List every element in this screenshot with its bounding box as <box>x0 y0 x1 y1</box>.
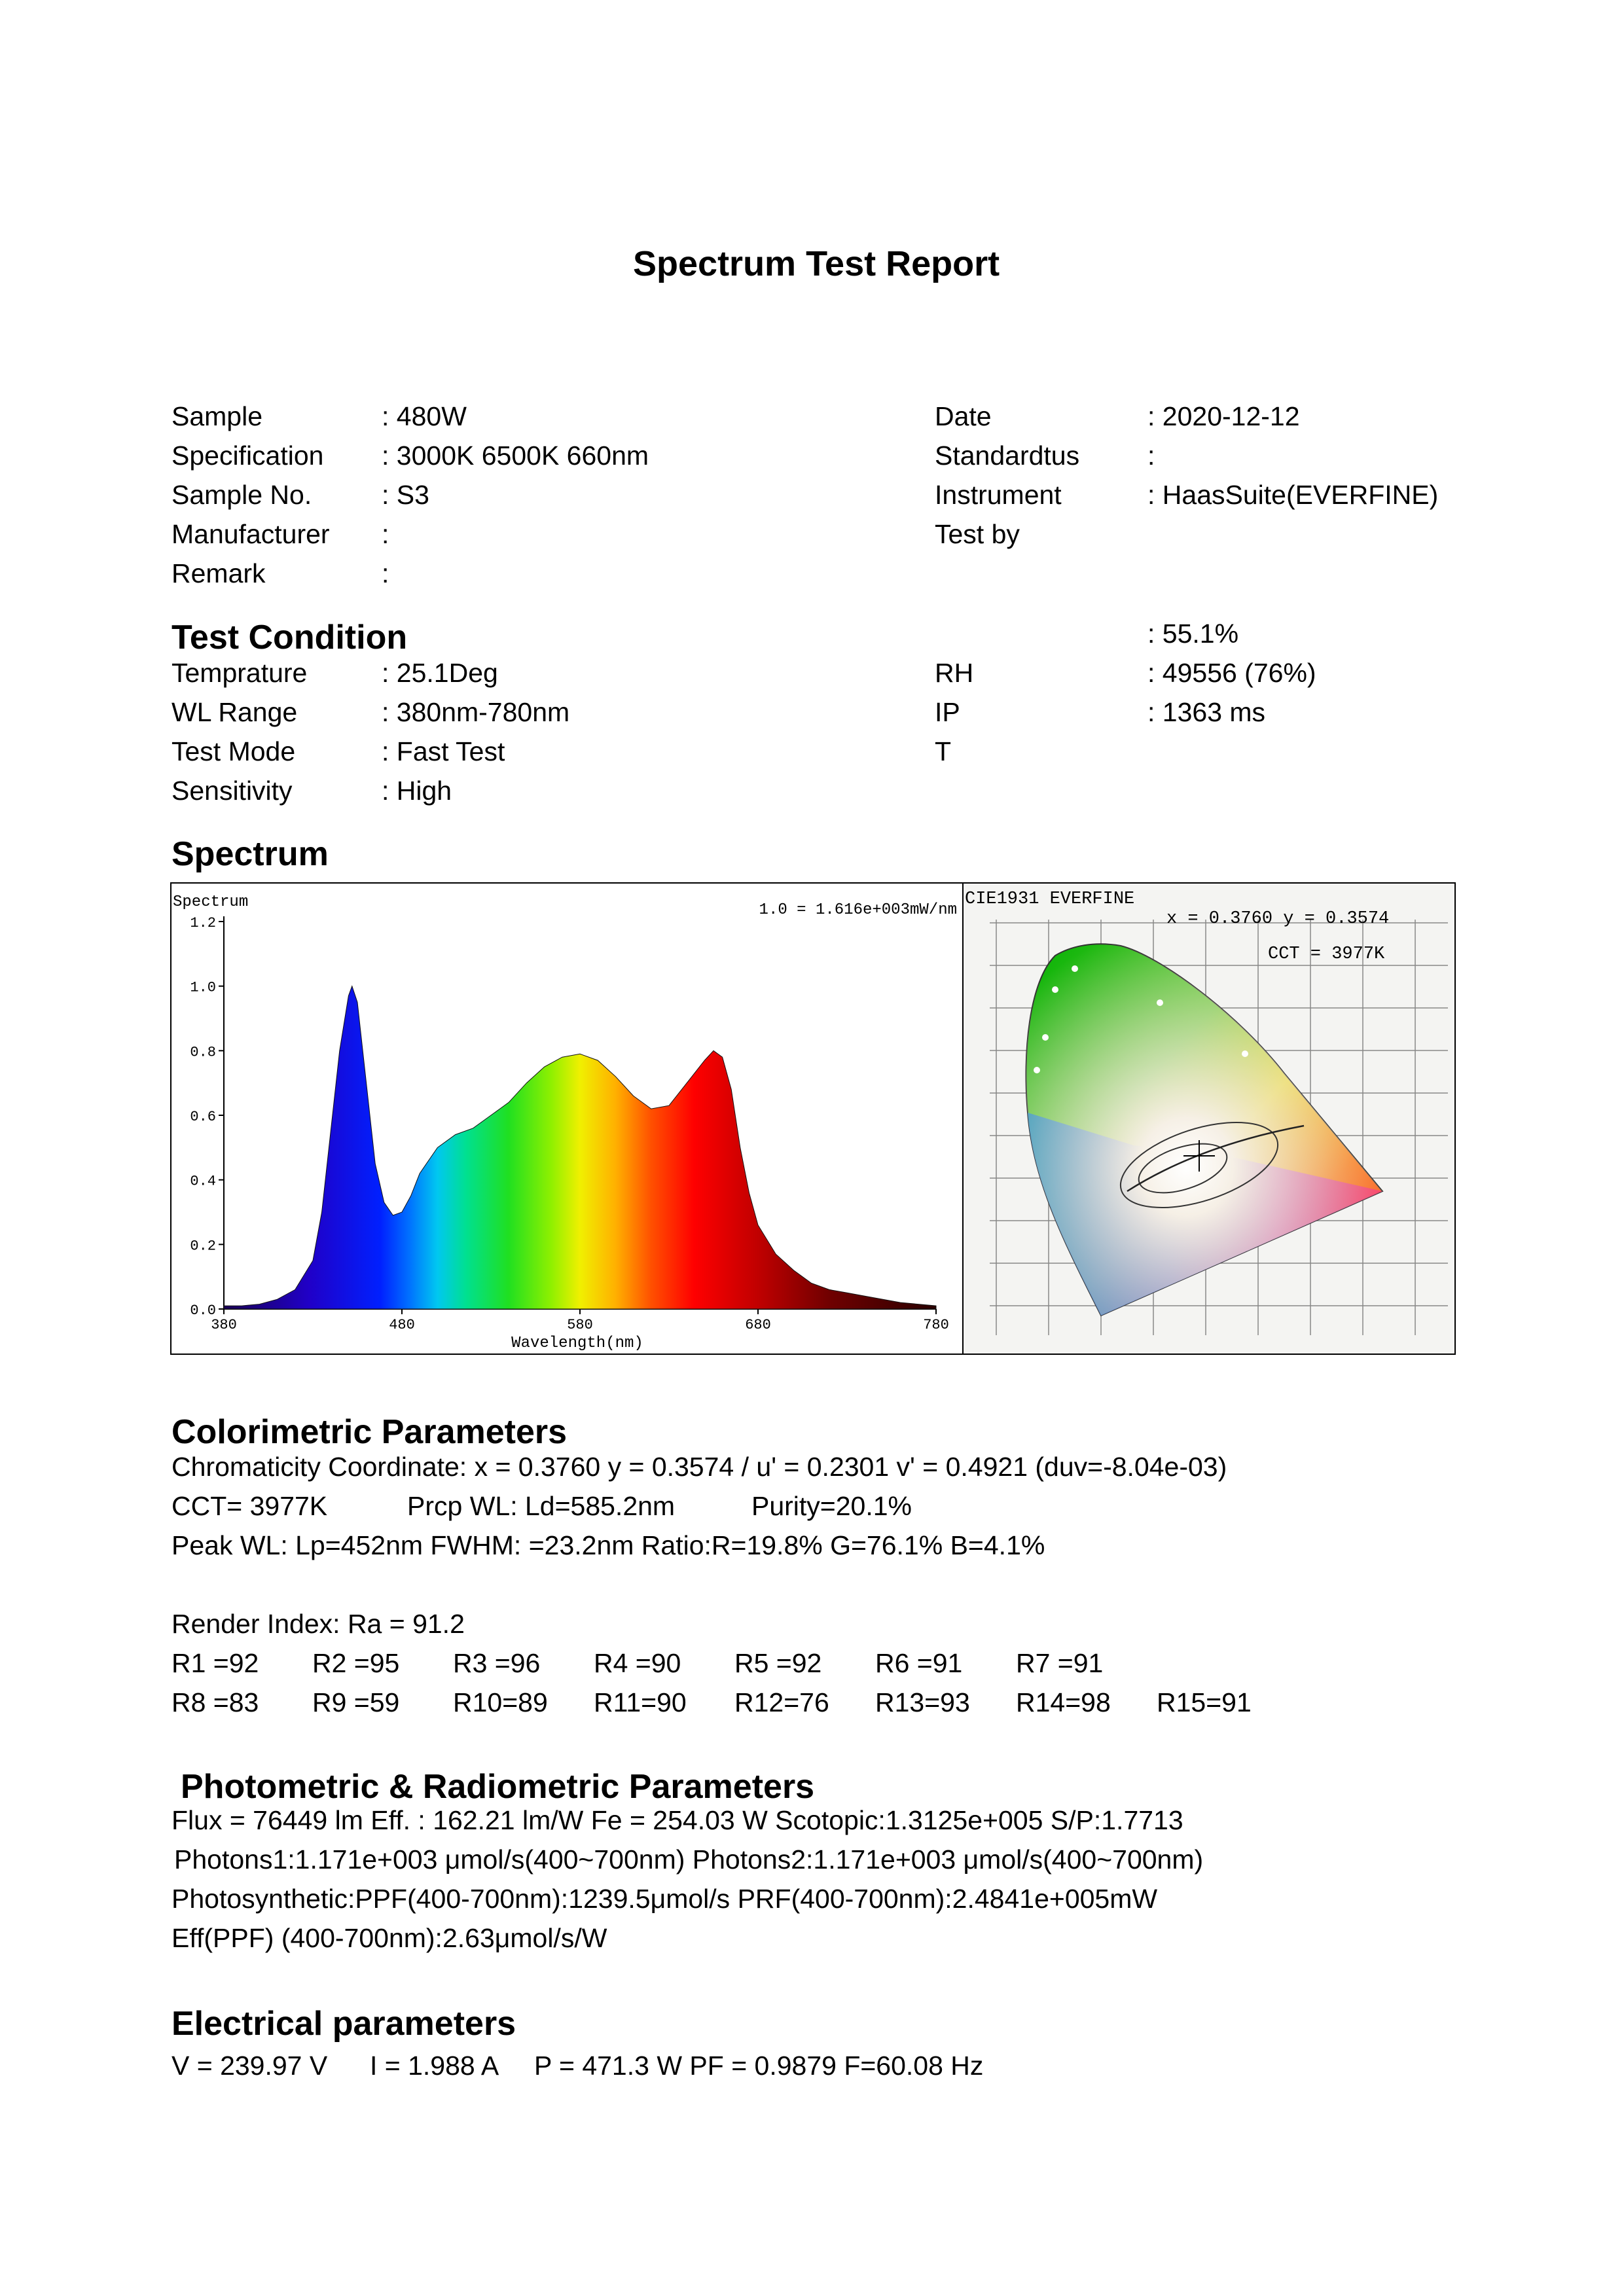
photosynthetic-line: Photosynthetic:PPF(400-700nm):1239.5μmol/s PRF(400-700nm):2.4841e+005mW <box>171 1884 1158 1914</box>
r-value: R4 =90 <box>594 1648 681 1678</box>
peak-wl-line: Peak WL: Lp=452nm FWHM: =23.2nm Ratio:R=19.8% G=76.1% B=4.1% <box>171 1530 1045 1560</box>
value-test-mode: : Fast Test <box>382 736 505 766</box>
value-date: : 2020-12-12 <box>1147 401 1300 431</box>
test-condition-top-value: : 55.1% <box>1147 619 1239 649</box>
r-value: R13=93 <box>875 1687 970 1717</box>
r-value: R14=98 <box>1016 1687 1111 1717</box>
r-value: R15=91 <box>1157 1687 1252 1717</box>
r-value: R8 =83 <box>171 1687 259 1717</box>
label-ip: IP <box>935 697 960 727</box>
label-sensitivity: Sensitivity <box>171 776 293 806</box>
spectrum-heading: Spectrum <box>171 835 329 873</box>
r-value: R3 =96 <box>453 1648 541 1678</box>
r-value: R9 =59 <box>312 1687 400 1717</box>
render-index: Render Index: Ra = 91.2 <box>171 1609 465 1639</box>
spectrum-scale-note: 1.0 = 1.616e+003mW/nm <box>759 901 957 919</box>
value-sample: : 480W <box>382 401 467 431</box>
value-sample-no: : S3 <box>382 480 429 510</box>
spectrum-chart-panel <box>170 882 964 1355</box>
label-instrument: Instrument <box>935 480 1062 510</box>
cie-white-center <box>1026 944 1382 1316</box>
cie-diagram-panel <box>962 882 1456 1355</box>
label-test-mode: Test Mode <box>171 736 296 766</box>
value-ip: : 1363 ms <box>1147 697 1266 727</box>
spectrum-y-tick-label: 0.6 <box>190 1109 216 1125</box>
spectrum-x-tick-label: 680 <box>745 1317 771 1333</box>
spectrum-series-area <box>224 986 936 1309</box>
cie-diagram <box>964 884 1454 1354</box>
cie-title: CIE1931 EVERFINE <box>965 889 1135 909</box>
photometric-heading: Photometric & Radiometric Parameters <box>181 1768 815 1806</box>
cct-value: CCT= 3977K <box>171 1491 328 1521</box>
cie-cct: CCT = 3977K <box>1268 944 1385 964</box>
label-manufacturer: Manufacturer <box>171 519 330 549</box>
r-value: R11=90 <box>594 1687 687 1717</box>
value-standard: : <box>1147 440 1155 471</box>
purity-value: Purity=20.1% <box>751 1491 912 1521</box>
value-sensitivity: : High <box>382 776 452 806</box>
r-value: R6 =91 <box>875 1648 963 1678</box>
power-line: P = 471.3 W PF = 0.9879 F=60.08 Hz <box>534 2051 984 2081</box>
r-value: R2 =95 <box>312 1648 400 1678</box>
value-remark: : <box>382 558 389 588</box>
label-wl-range: WL Range <box>171 697 298 727</box>
prcp-wl-value: Prcp WL: Ld=585.2nm <box>407 1491 676 1521</box>
label-remark: Remark <box>171 558 266 588</box>
label-temperature: Temprature <box>171 658 308 688</box>
electrical-heading: Electrical parameters <box>171 2005 516 2043</box>
value-specification: : 3000K 6500K 660nm <box>382 440 649 471</box>
value-wl-range: : 380nm-780nm <box>382 697 570 727</box>
spectrum-y-tick-label: 1.2 <box>190 915 216 931</box>
spectrum-y-tick-label: 0.2 <box>190 1238 216 1255</box>
current-value: I = 1.988 A <box>370 2051 499 2081</box>
spectrum-x-tick-label: 780 <box>923 1317 949 1333</box>
value-instrument: : HaasSuite(EVERFINE) <box>1147 480 1439 510</box>
label-test-by: Test by <box>935 519 1020 549</box>
spectrum-x-axis-label: Wavelength(nm) <box>511 1335 643 1352</box>
spectrum-y-tick-label: 0.4 <box>190 1173 216 1190</box>
spectrum-y-tick-label: 0.8 <box>190 1044 216 1061</box>
label-rh: RH <box>935 658 974 688</box>
r-value: R10=89 <box>453 1687 548 1717</box>
spectrum-corner-label: Spectrum <box>173 893 249 911</box>
label-sample-no: Sample No. <box>171 480 312 510</box>
spectrum-chart <box>171 884 962 1354</box>
cie-coords: x = 0.3760 y = 0.3574 <box>1166 909 1390 929</box>
r-value: R1 =92 <box>171 1648 259 1678</box>
page-title: Spectrum Test Report <box>633 244 1000 283</box>
r-value: R5 =92 <box>734 1648 822 1678</box>
flux-line: Flux = 76449 lm Eff. : 162.21 lm/W Fe = 254.03 W Scotopic:1.3125e+005 S/P:1.7713 <box>171 1805 1183 1835</box>
label-specification: Specification <box>171 440 324 471</box>
label-date: Date <box>935 401 992 431</box>
spectrum-x-tick-label: 580 <box>567 1317 593 1333</box>
eff-ppf-line: Eff(PPF) (400-700nm):2.63μmol/s/W <box>171 1923 607 1953</box>
value-temperature: : 25.1Deg <box>382 658 498 688</box>
colorimetric-heading: Colorimetric Parameters <box>171 1413 568 1451</box>
r-value: R12=76 <box>734 1687 829 1717</box>
spectrum-x-tick-label: 380 <box>211 1317 237 1333</box>
photons-line: Photons1:1.171e+003 μmol/s(400~700nm) Photons2:1.171e+003 μmol/s(400~700nm) <box>174 1844 1204 1874</box>
value-manufacturer: : <box>382 519 389 549</box>
chromaticity-line: Chromaticity Coordinate: x = 0.3760 y = 0.3574 / u' = 0.2301 v' = 0.4921 (duv=-8.04e-03) <box>171 1452 1227 1482</box>
r-value: R7 =91 <box>1016 1648 1104 1678</box>
spectrum-x-tick-label: 480 <box>389 1317 415 1333</box>
voltage-value: V = 239.97 V <box>171 2051 328 2081</box>
label-sample: Sample <box>171 401 263 431</box>
test-condition-heading: Test Condition <box>171 619 408 656</box>
label-standard: Standardtus <box>935 440 1080 471</box>
spectrum-y-tick-label: 1.0 <box>190 979 216 996</box>
spectrum-y-tick-label: 0.0 <box>190 1302 216 1319</box>
label-t: T <box>935 736 952 766</box>
value-rh: : 49556 (76%) <box>1147 658 1316 688</box>
